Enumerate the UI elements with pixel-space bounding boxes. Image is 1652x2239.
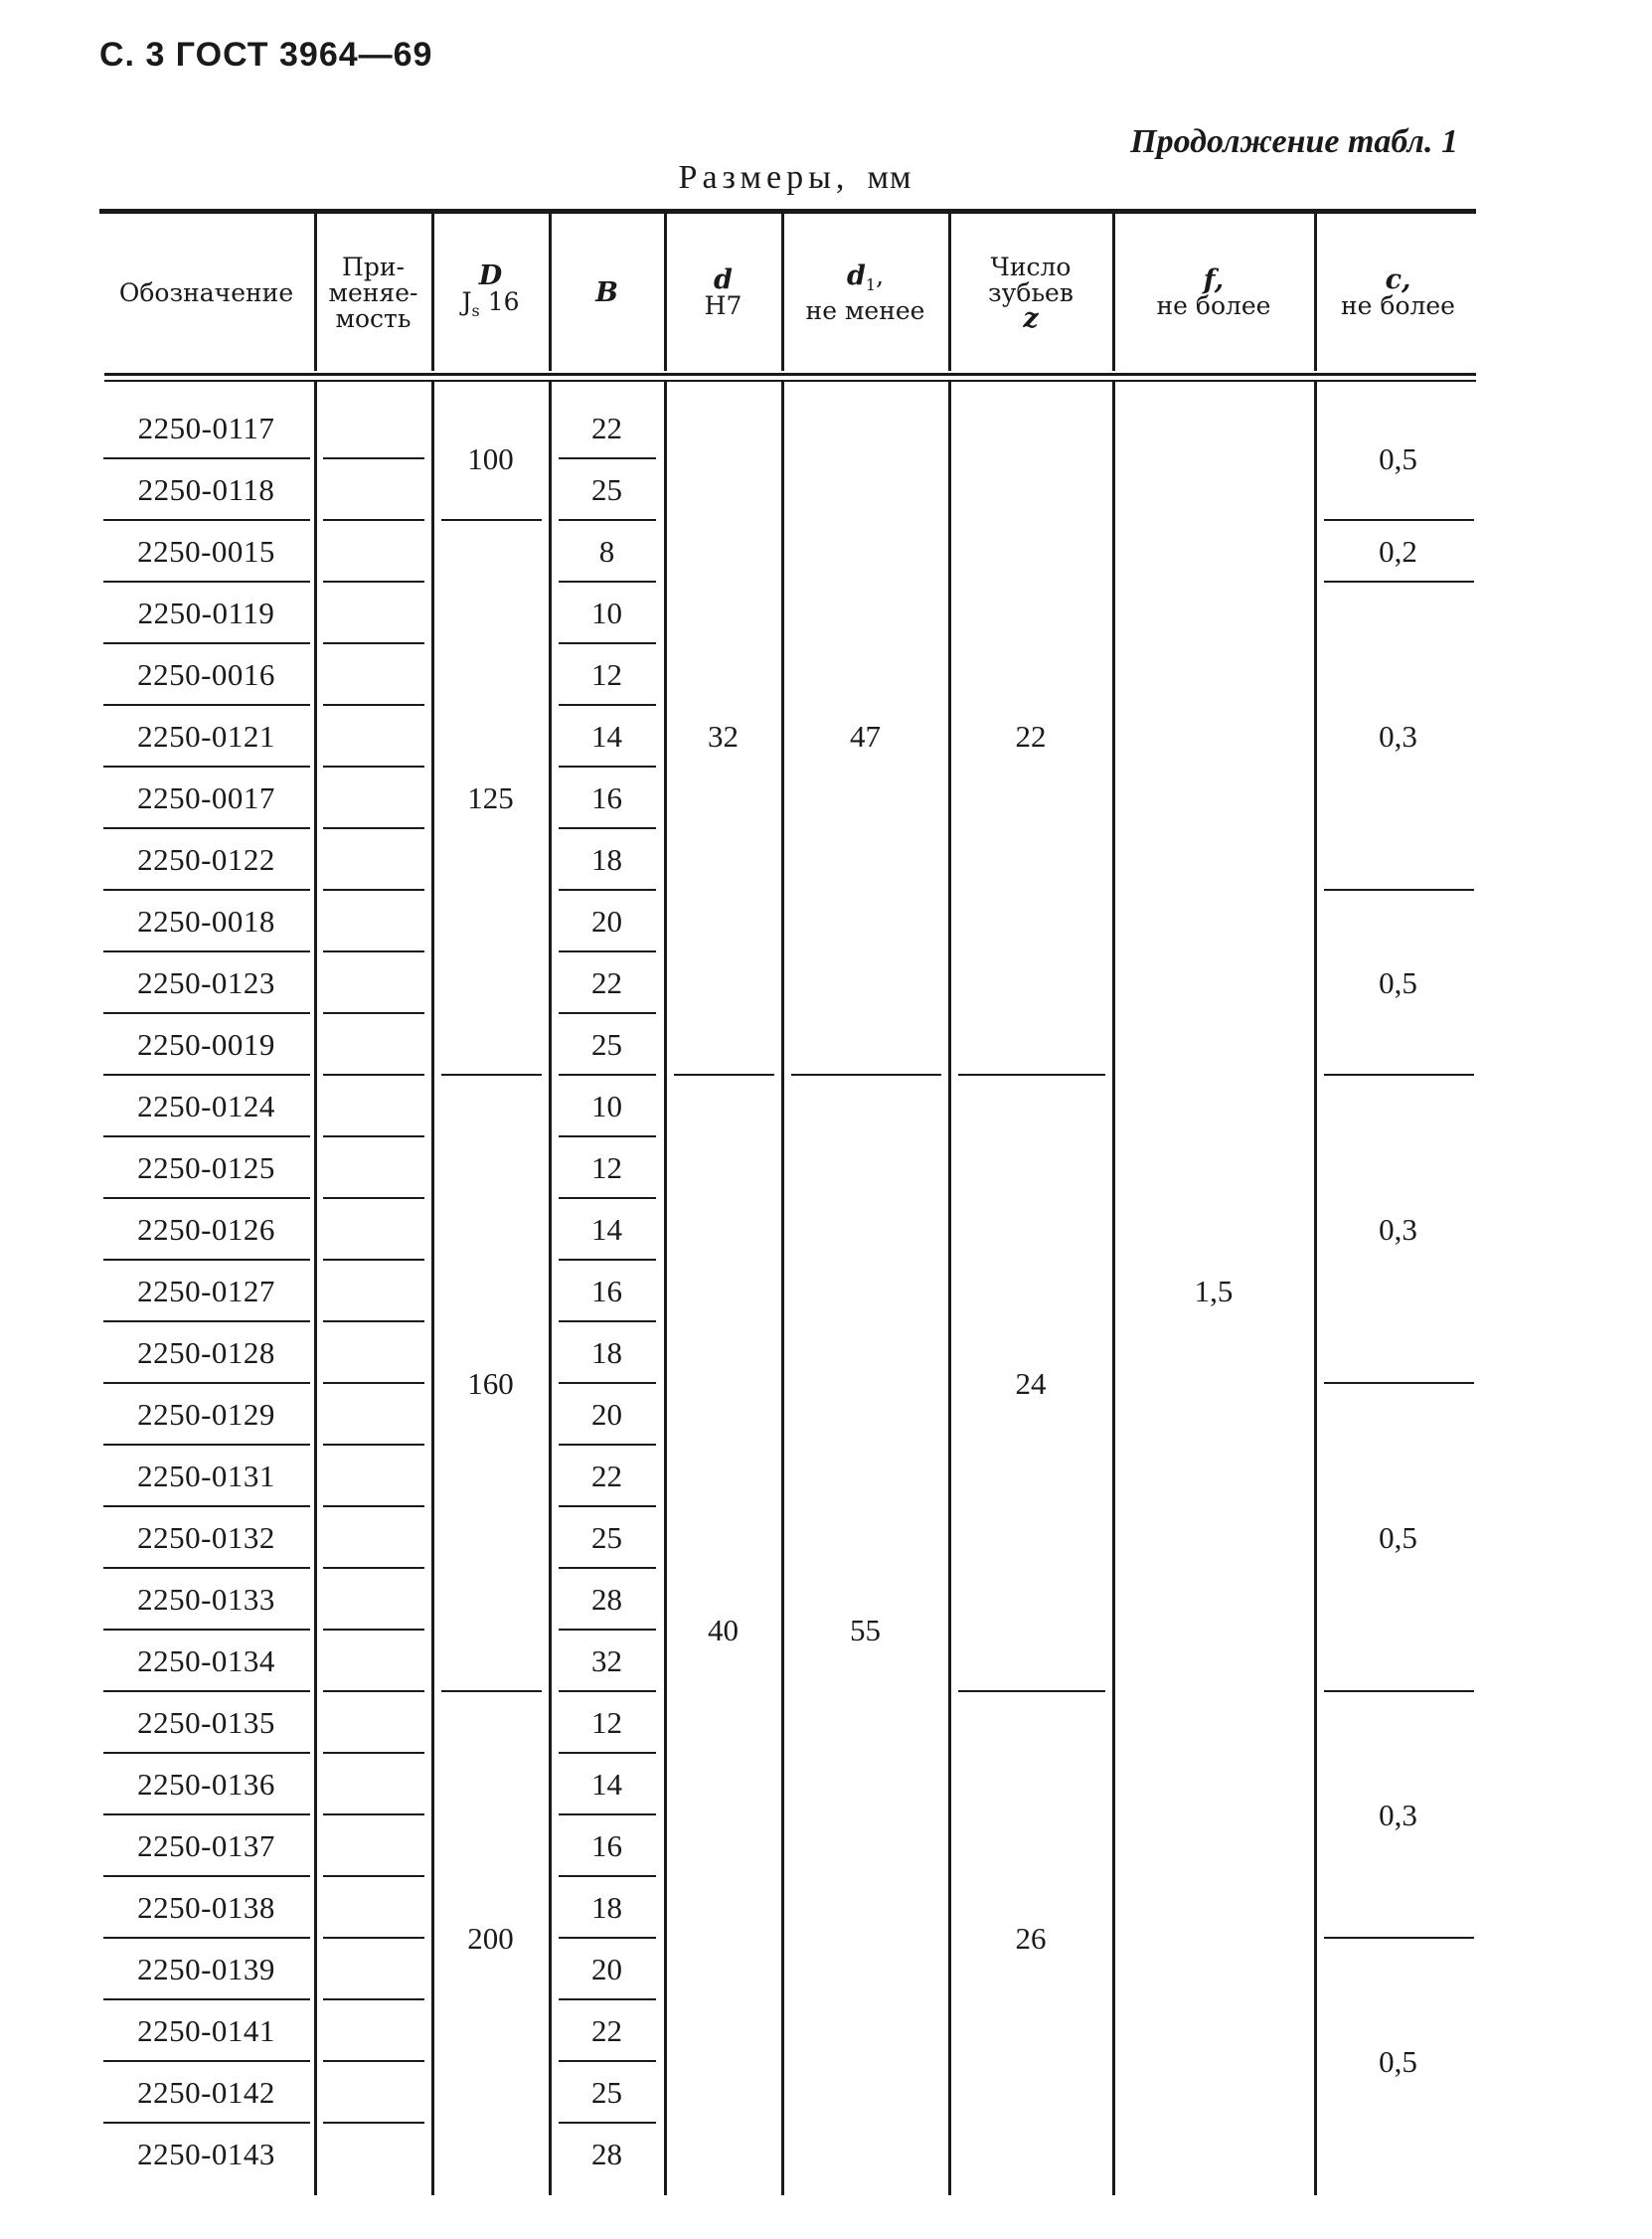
row-rule (323, 704, 424, 706)
header-d (666, 214, 780, 373)
row-rule (323, 1259, 424, 1261)
B-cell: 20 (591, 904, 622, 939)
header-f-note: не более (1156, 291, 1271, 320)
row-rule (323, 766, 424, 768)
designation-cell: 2250-0134 (137, 1643, 275, 1678)
D-cell: 100 (467, 441, 514, 476)
B-cell: 12 (591, 1705, 622, 1740)
header-c (1316, 214, 1480, 373)
row-rule (323, 2122, 424, 2124)
designation-cell: 2250-0126 (137, 1212, 275, 1247)
designation-cell: 2250-0123 (137, 965, 275, 1000)
header-applicability-line-3: мость (335, 304, 412, 333)
header-designation-text: Обозначение (118, 278, 294, 307)
header-designation (99, 214, 313, 373)
row-rule (323, 1875, 424, 1877)
row-rule (323, 1937, 424, 1939)
c-cell: 0,3 (1379, 1212, 1417, 1247)
designation-cell: 2250-0137 (137, 1828, 275, 1863)
header-d1-sub: 1 (865, 274, 877, 294)
B-cell: 14 (591, 719, 622, 754)
designation-cell: 2250-0133 (137, 1582, 275, 1617)
designation-cell: 2250-0117 (137, 411, 275, 445)
header-z-symbol: z (1023, 303, 1039, 334)
caption-word: Размеры, (678, 159, 850, 196)
designation-cell: 2250-0135 (137, 1705, 275, 1740)
row-rule (323, 457, 424, 459)
table-caption (0, 159, 1590, 197)
B-cell: 16 (591, 780, 622, 815)
B-cell: 16 (591, 1828, 622, 1863)
B-cell: 18 (591, 842, 622, 877)
D-cell: 200 (467, 1921, 514, 1956)
row-rule (323, 1690, 424, 1692)
c-cell: 0,5 (1379, 441, 1417, 476)
designation-cell: 2250-0124 (137, 1089, 275, 1123)
header-z-line-1: Число (990, 253, 1072, 281)
column-rule (314, 382, 317, 2195)
B-cell: 14 (591, 1767, 622, 1802)
B-cell: 22 (591, 2013, 622, 2048)
header-applicability-line-2: меняе- (328, 278, 418, 307)
column-rule (1314, 214, 1317, 371)
c-cell: 0,3 (1379, 719, 1417, 754)
header-D-symbol: D (478, 259, 503, 291)
row-rule (323, 1382, 424, 1384)
B-cell: 20 (591, 1397, 622, 1432)
header-c-note: не более (1341, 291, 1455, 320)
B-cell: 18 (591, 1890, 622, 1925)
column-rule (314, 214, 317, 371)
caption-unit: мм (867, 159, 912, 196)
D-cell: 125 (467, 780, 514, 815)
column-rule (1112, 214, 1115, 371)
d-cell: 40 (708, 1613, 739, 1647)
B-cell: 8 (598, 534, 615, 569)
c-cell: 0,5 (1379, 965, 1417, 1000)
B-cell: 16 (591, 1274, 622, 1308)
column-rule (781, 214, 784, 371)
B-cell: 22 (591, 965, 622, 1000)
row-rule (323, 581, 424, 583)
row-rule (323, 1567, 424, 1569)
header-z (950, 214, 1111, 373)
designation-cell: 2250-0128 (137, 1335, 275, 1370)
B-cell: 25 (591, 1027, 622, 1062)
header-applicability-line-1: При- (342, 253, 405, 281)
column-rule (431, 214, 434, 371)
row-rule (323, 950, 424, 952)
designation-cell: 2250-0143 (137, 2137, 275, 2171)
d-cell: 32 (708, 719, 739, 754)
B-cell: 28 (591, 1582, 622, 1617)
column-rule (948, 214, 951, 371)
table-continuation-note: Продолжение табл. 1 (1130, 123, 1458, 160)
designation-cell: 2250-0139 (137, 1952, 275, 1986)
row-rule (323, 1505, 424, 1507)
column-rule (549, 214, 552, 371)
row-rule (323, 1813, 424, 1815)
row-rule (323, 1074, 424, 1076)
B-cell: 25 (591, 2075, 622, 2110)
designation-cell: 2250-0017 (137, 780, 275, 815)
B-cell: 32 (591, 1643, 622, 1678)
row-rule (323, 1135, 424, 1137)
B-cell: 28 (591, 2137, 622, 2171)
designation-cell: 2250-0138 (137, 1890, 275, 1925)
designation-cell: 2250-0136 (137, 1767, 275, 1802)
designation-cell: 2250-0131 (137, 1459, 275, 1493)
designation-cell: 2250-0119 (137, 596, 275, 630)
row-rule (323, 1197, 424, 1199)
header-d-symbol: d (714, 264, 733, 295)
B-cell: 25 (591, 472, 622, 507)
designation-cell: 2250-0122 (137, 842, 275, 877)
designation-cell: 2250-0019 (137, 1027, 275, 1062)
header-D-tolerance (461, 286, 520, 324)
B-cell: 22 (591, 1459, 622, 1493)
header-d1-note: не менее (805, 295, 925, 325)
designation-cell: 2250-0141 (137, 2013, 275, 2048)
header-f-symbol: f, (1203, 264, 1225, 295)
header-B-symbol: B (595, 277, 618, 308)
B-cell: 20 (591, 1952, 622, 1986)
B-cell: 18 (591, 1335, 622, 1370)
header-d1-symbol: d (846, 259, 866, 291)
designation-cell: 2250-0132 (137, 1520, 275, 1555)
D-cell: 160 (467, 1366, 514, 1401)
designation-cell: 2250-0016 (137, 657, 275, 692)
f-cell: 1,5 (1194, 1274, 1234, 1308)
z-cell: 22 (1015, 719, 1047, 754)
header-d1-comma: , (876, 260, 885, 290)
row-rule (323, 1629, 424, 1631)
header-D-tol-num: 16 (487, 286, 520, 316)
designation-cell: 2250-0015 (137, 534, 275, 569)
row-rule (323, 1012, 424, 1014)
designation-cell: 2250-0125 (137, 1150, 275, 1185)
B-cell: 12 (591, 1150, 622, 1185)
c-cell: 0,2 (1379, 534, 1417, 569)
header-z-line-2: зубьев (988, 278, 1074, 307)
row-rule (323, 642, 424, 644)
header-D-tol-letter: J (461, 286, 472, 316)
header-B (551, 214, 663, 373)
row-rule (323, 1998, 424, 2000)
B-cell: 10 (591, 596, 622, 630)
B-cell: 25 (591, 1520, 622, 1555)
row-rule (323, 1320, 424, 1322)
B-cell: 22 (591, 411, 622, 445)
header-c-symbol: c, (1385, 264, 1411, 295)
row-rule (323, 827, 424, 829)
header-applicability (316, 214, 430, 373)
c-cell: 0,3 (1379, 1798, 1417, 1832)
row-rule (323, 1444, 424, 1446)
designation-cell: 2250-0127 (137, 1274, 275, 1308)
header-D-tol-sub: s (471, 300, 480, 320)
row-rule (323, 2060, 424, 2062)
c-cell: 0,5 (1379, 1520, 1417, 1555)
header-bottom-rule (104, 373, 1476, 376)
header-d-tolerance: H7 (704, 291, 743, 320)
z-cell: 24 (1015, 1366, 1047, 1401)
row-rule (323, 519, 424, 521)
row-rule (323, 1752, 424, 1754)
designation-cell: 2250-0018 (137, 904, 275, 939)
designation-cell: 2250-0118 (137, 472, 275, 507)
B-cell: 14 (591, 1212, 622, 1247)
header-D (433, 214, 548, 373)
page-header: С. 3 ГОСТ 3964—69 (99, 36, 433, 74)
c-cell: 0,5 (1379, 2044, 1417, 2079)
designation-cell: 2250-0142 (137, 2075, 275, 2110)
B-cell: 12 (591, 657, 622, 692)
column-rule (664, 214, 667, 371)
designation-cell: 2250-0121 (137, 719, 275, 754)
d1-cell: 47 (850, 719, 881, 754)
designation-cell: 2250-0129 (137, 1397, 275, 1432)
header-f (1114, 214, 1313, 373)
row-rule (323, 889, 424, 891)
d1-cell: 55 (850, 1613, 881, 1647)
z-cell: 26 (1015, 1921, 1047, 1956)
header-d1 (783, 214, 947, 373)
B-cell: 10 (591, 1089, 622, 1123)
header-bottom-rule-2 (104, 380, 1476, 382)
